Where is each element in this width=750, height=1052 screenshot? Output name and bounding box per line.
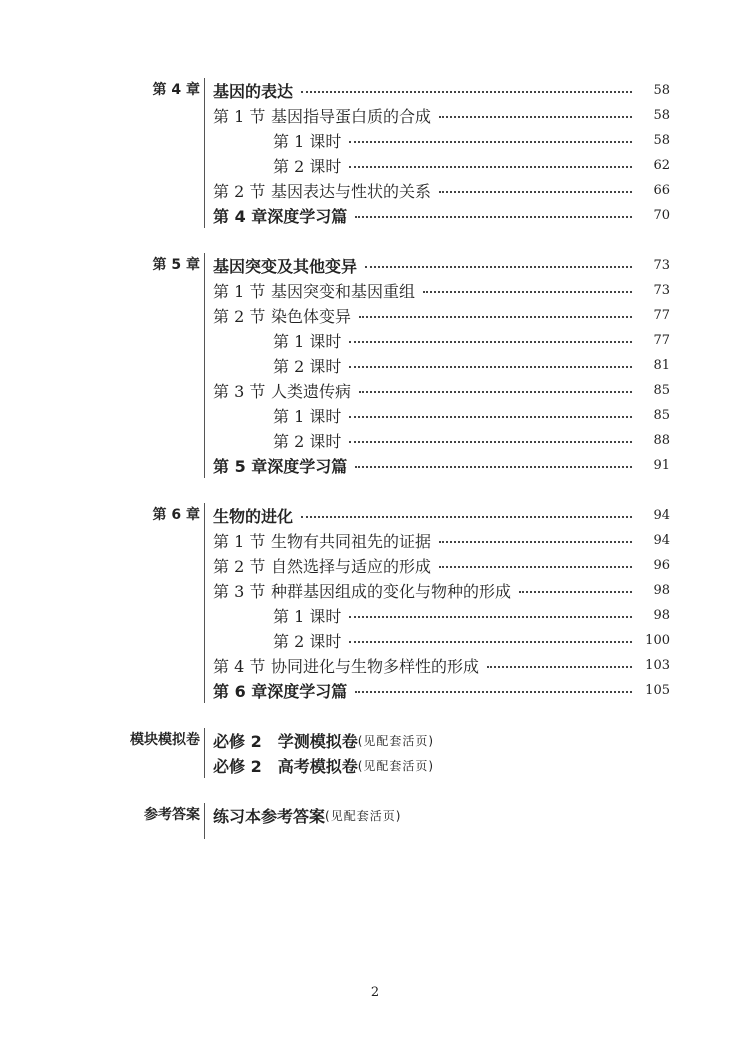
page-ref: 58 xyxy=(653,132,670,148)
section-number: 第 4 节 xyxy=(213,656,266,676)
dot-leader xyxy=(359,316,632,318)
section-number: 第 1 节 xyxy=(213,281,266,301)
dot-leader xyxy=(349,641,632,643)
toc-entry[interactable] xyxy=(273,129,670,151)
page-ref: 85 xyxy=(653,407,670,423)
toc-entry[interactable] xyxy=(213,554,670,576)
answers-note: (见配套活页) xyxy=(325,808,402,823)
entry-title: 第 1 课时 xyxy=(273,406,342,426)
entry-title: 第 1 课时 xyxy=(273,331,342,351)
toc-entry[interactable] xyxy=(213,454,670,476)
entry-title: 第 2 课时 xyxy=(273,356,342,376)
divider-line-answers xyxy=(204,803,205,839)
page-ref: 98 xyxy=(653,607,670,623)
page-ref: 73 xyxy=(653,257,670,273)
page-number: 2 xyxy=(370,985,380,1000)
section-number: 第 1 节 xyxy=(213,106,266,126)
dot-leader xyxy=(349,416,632,418)
toc-entry[interactable] xyxy=(273,429,670,451)
entry-title: 种群基因组成的变化与物种的形成 xyxy=(271,581,512,601)
toc-entry[interactable] xyxy=(213,504,670,526)
page-ref: 85 xyxy=(653,382,670,398)
toc-entry[interactable] xyxy=(213,304,670,326)
entry-title: 基因表达与性状的关系 xyxy=(271,181,432,201)
dot-leader xyxy=(349,341,632,343)
toc-entry[interactable] xyxy=(213,529,670,551)
dot-leader xyxy=(355,691,632,693)
section-number: 第 2 节 xyxy=(213,556,266,576)
dot-leader xyxy=(301,91,632,93)
dot-leader xyxy=(355,466,632,468)
entry-title: 第 1 课时 xyxy=(273,131,342,151)
page-ref: 94 xyxy=(653,507,670,523)
dot-leader xyxy=(423,291,632,293)
page-ref: 73 xyxy=(653,282,670,298)
dot-leader xyxy=(349,366,632,368)
module-item-1-note: (见配套活页) xyxy=(357,733,435,748)
page-ref: 58 xyxy=(653,82,670,98)
page-ref: 62 xyxy=(653,157,670,173)
toc-entry[interactable] xyxy=(213,179,670,201)
divider-line-ch5 xyxy=(204,253,205,478)
toc-entry[interactable] xyxy=(213,254,670,276)
chapter-label: 第 6 章 xyxy=(152,507,200,523)
entry-title: 染色体变异 xyxy=(271,306,352,326)
entry-title: 第 5 章深度学习篇 xyxy=(213,456,348,476)
page-ref: 88 xyxy=(653,432,670,448)
entry-title: 协同进化与生物多样性的形成 xyxy=(271,656,480,676)
page-ref: 94 xyxy=(653,532,670,548)
toc-entry[interactable] xyxy=(273,329,670,351)
page-ref: 66 xyxy=(653,182,670,198)
dot-leader xyxy=(301,516,632,518)
dot-leader xyxy=(349,141,632,143)
dot-leader xyxy=(365,266,632,268)
entry-title: 自然选择与适应的形成 xyxy=(271,556,432,576)
dot-leader xyxy=(439,566,632,568)
module-item-2-title: 必修 2 高考模拟卷 xyxy=(213,756,358,776)
toc-entry[interactable] xyxy=(213,79,670,101)
section-number: 第 1 节 xyxy=(213,531,266,551)
entry-title: 基因突变和基因重组 xyxy=(271,281,416,301)
page-ref: 100 xyxy=(645,632,670,648)
section-number: 第 3 节 xyxy=(213,381,266,401)
entry-title: 基因的表达 xyxy=(213,81,294,101)
toc-entry[interactable] xyxy=(273,154,670,176)
dot-leader xyxy=(487,666,632,668)
module-item-2-note: (见配套活页) xyxy=(357,758,435,773)
page-ref: 70 xyxy=(653,207,670,223)
entry-title: 第 2 课时 xyxy=(273,156,342,176)
page-ref: 58 xyxy=(653,107,670,123)
page-ref: 81 xyxy=(653,357,670,373)
toc-entry[interactable] xyxy=(273,354,670,376)
toc-entry[interactable] xyxy=(213,104,670,126)
dot-leader xyxy=(349,166,632,168)
entry-title: 基因突变及其他变异 xyxy=(213,256,358,276)
entry-title: 生物的进化 xyxy=(213,506,294,526)
entry-title: 第 2 课时 xyxy=(273,431,342,451)
dot-leader xyxy=(439,191,632,193)
answers-label: 参考答案 xyxy=(144,807,200,823)
dot-leader xyxy=(519,591,632,593)
page-ref: 98 xyxy=(653,582,670,598)
answers-item[interactable] xyxy=(213,804,401,826)
page-ref: 103 xyxy=(645,657,670,673)
page-ref: 91 xyxy=(653,457,670,473)
entry-title: 人类遗传病 xyxy=(271,381,352,401)
entry-title: 第 6 章深度学习篇 xyxy=(213,681,348,701)
module-item-2[interactable] xyxy=(213,754,434,776)
entry-title: 生物有共同祖先的证据 xyxy=(271,531,432,551)
chapter-label: 第 5 章 xyxy=(152,257,200,273)
dot-leader xyxy=(349,441,632,443)
dot-leader xyxy=(359,391,632,393)
toc-entry[interactable] xyxy=(213,579,670,601)
toc-entry[interactable] xyxy=(213,654,670,676)
toc-entry[interactable] xyxy=(213,279,670,301)
page-ref: 96 xyxy=(653,557,670,573)
toc-entry[interactable] xyxy=(213,379,670,401)
section-number: 第 2 节 xyxy=(213,181,266,201)
entry-title: 第 2 课时 xyxy=(273,631,342,651)
dot-leader xyxy=(439,116,632,118)
module-item-1[interactable] xyxy=(213,729,434,751)
toc-entry[interactable] xyxy=(273,404,670,426)
answers-title: 练习本参考答案 xyxy=(213,806,326,826)
section-number: 第 3 节 xyxy=(213,581,266,601)
dot-leader xyxy=(355,216,632,218)
page-ref: 77 xyxy=(653,307,670,323)
page-ref: 105 xyxy=(645,682,670,698)
divider-line-ch6 xyxy=(204,503,205,703)
dot-leader xyxy=(349,616,632,618)
toc-entry[interactable] xyxy=(213,204,670,226)
toc-entry[interactable] xyxy=(213,679,670,701)
entry-title: 第 1 课时 xyxy=(273,606,342,626)
dot-leader xyxy=(439,541,632,543)
chapter-label: 第 4 章 xyxy=(152,82,200,98)
toc-entry[interactable] xyxy=(273,629,670,651)
divider-line-ch4 xyxy=(204,78,205,228)
entry-title: 第 4 章深度学习篇 xyxy=(213,206,348,226)
entry-title: 基因指导蛋白质的合成 xyxy=(271,106,432,126)
page-ref: 77 xyxy=(653,332,670,348)
toc-entry[interactable] xyxy=(273,604,670,626)
module-item-1-title: 必修 2 学测模拟卷 xyxy=(213,731,358,751)
divider-line-module xyxy=(204,728,205,778)
section-number: 第 2 节 xyxy=(213,306,266,326)
module-label: 模块模拟卷 xyxy=(130,732,200,748)
